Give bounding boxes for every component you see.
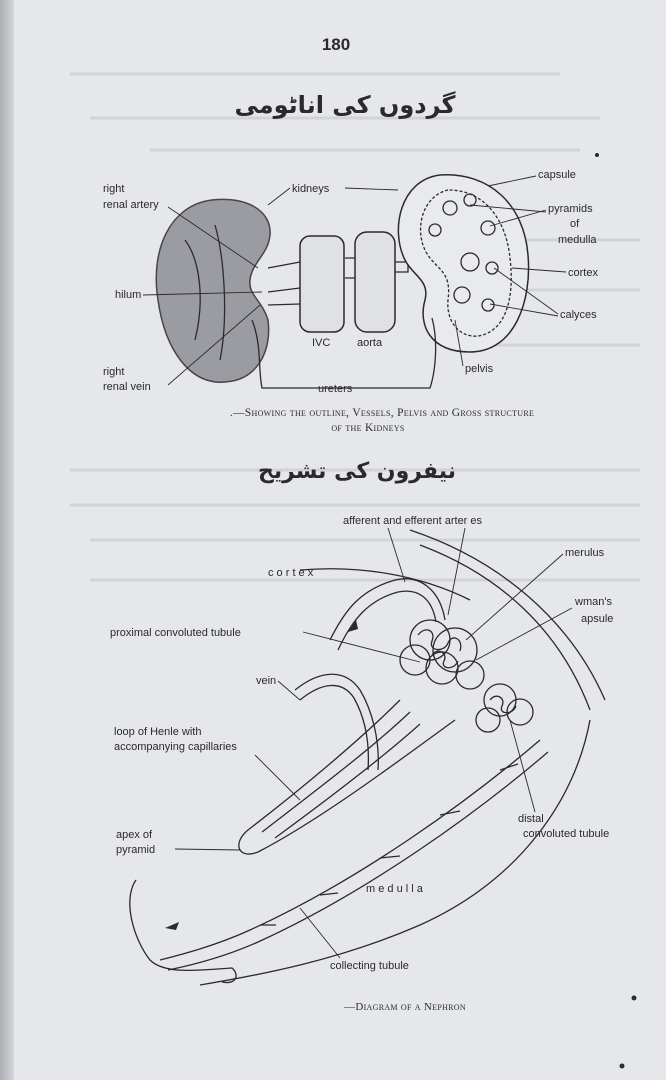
label-cortex-kidney: cortex (568, 267, 598, 279)
left-kidney (156, 199, 270, 382)
label-loop-henle-2: accompanying capillaries (114, 741, 237, 753)
kidney-caption-line-2: of the Kidneys (331, 422, 405, 434)
right-kidney (398, 175, 528, 352)
label-cortex-nephron: c o r t e x (268, 567, 314, 579)
label-arteries: afferent and efferent arter es (343, 515, 483, 527)
speck (595, 153, 599, 157)
label-right-renal-vein-2: renal vein (103, 381, 151, 393)
label-distal-1: distal (518, 813, 544, 825)
label-calyces: calyces (560, 309, 597, 321)
label-aorta: aorta (357, 337, 383, 349)
label-pyramids-1: pyramids (548, 203, 593, 215)
ivc-vessel (300, 236, 344, 332)
label-pyramids-2: of (570, 218, 580, 230)
label-right-renal-artery-2: renal artery (103, 199, 159, 211)
speck (620, 1064, 625, 1069)
speck (632, 996, 637, 1001)
nephron-labels (110, 515, 613, 972)
label-proximal: proximal convoluted tubule (110, 627, 241, 639)
page-number: 180 (321, 35, 351, 54)
label-right-renal-artery-1: right (103, 183, 125, 195)
distal-tubule (476, 684, 533, 732)
label-capsule: capsule (538, 169, 576, 181)
label-pyramids-3: medulla (558, 234, 597, 246)
label-loop-henle-1: loop of Henle with (114, 726, 202, 738)
label-glomerulus: merulus (565, 547, 605, 559)
label-ivc: IVC (312, 337, 331, 349)
label-ureters: ureters (318, 383, 353, 395)
heading-nephron: نیفرون کی تشریح (257, 459, 457, 484)
label-pelvis: pelvis (465, 363, 494, 375)
label-apex-2: pyramid (116, 844, 156, 856)
show-through-lines (70, 74, 640, 580)
glomerulus (400, 620, 484, 689)
label-right-renal-vein-1: right (103, 366, 125, 378)
nephron-diagram (130, 530, 605, 985)
kidney-diagram (156, 175, 528, 388)
label-bowmans-1: wman's (575, 596, 612, 608)
nephron-caption: —Diagram of a Nephron (344, 1001, 466, 1013)
heading-kidney-anatomy: گردوں کی اناٹومی (234, 91, 456, 119)
label-bowmans-2: apsule (581, 613, 614, 625)
aorta-vessel (355, 232, 395, 332)
label-collecting-tubule: collecting tubule (330, 960, 409, 972)
kidney-caption-line-1: .—Showing the outline, Vessels, Pelvis and Gross structure (229, 407, 535, 419)
label-distal-2: convoluted tubule (523, 828, 610, 840)
label-hilum: hilum (115, 289, 142, 301)
label-vein: vein (256, 675, 277, 687)
label-apex-1: apex of (116, 829, 153, 841)
label-kidneys: kidneys (292, 183, 330, 195)
label-medulla: m e d u l l a (366, 883, 423, 895)
